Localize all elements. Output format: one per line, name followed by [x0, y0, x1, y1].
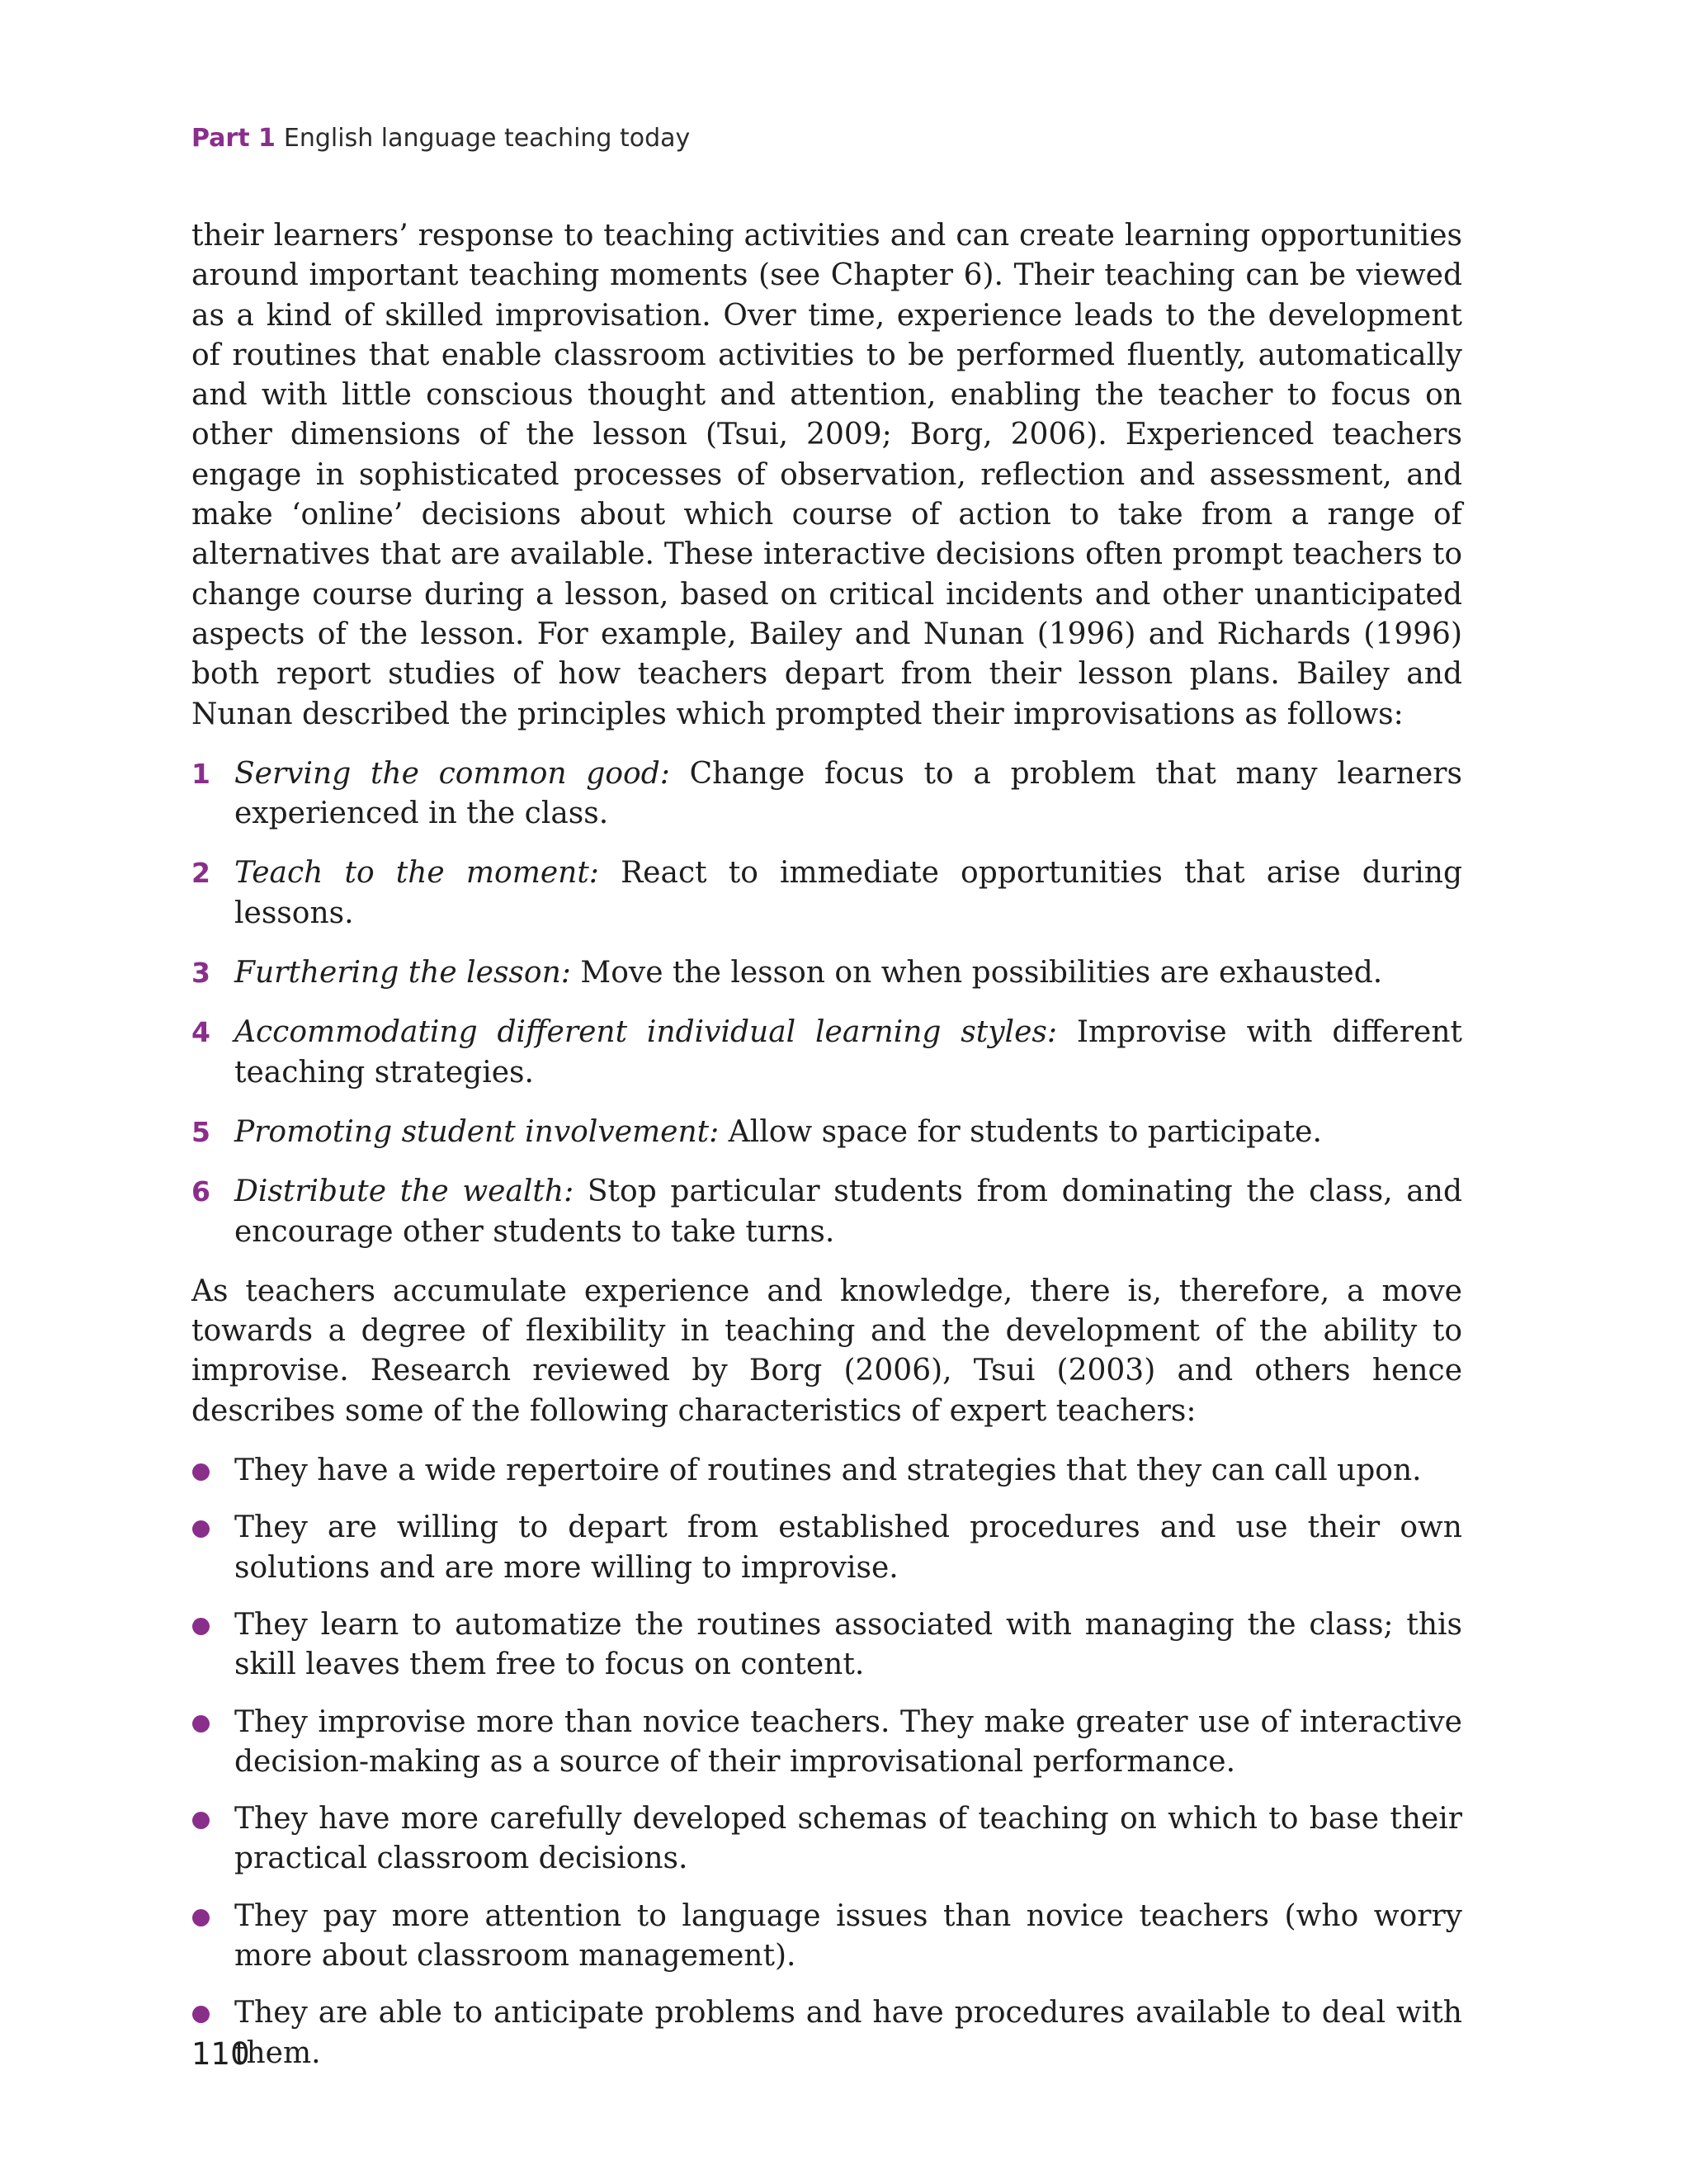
- bullet-icon: [192, 1812, 210, 1829]
- principle-term: Furthering the lesson:: [234, 956, 571, 990]
- list-item: [191, 953, 1462, 993]
- characteristics-list: [191, 1451, 1462, 2073]
- bullet-icon: [192, 1909, 210, 1926]
- bullet-icon: [192, 1520, 210, 1538]
- list-number: 6: [191, 1175, 210, 1208]
- list-item: [191, 1013, 1462, 1093]
- list-item: [191, 1993, 1462, 2073]
- list-item: [191, 1799, 1462, 1879]
- bullet-icon: [192, 1463, 210, 1481]
- bullet-icon: [192, 1618, 210, 1635]
- running-head-part: Part 1: [191, 124, 276, 153]
- running-head: [191, 124, 690, 153]
- page-number: 110: [191, 2036, 250, 2072]
- list-item: [191, 1172, 1462, 1252]
- principle-term: Accommodating different individual learning styles:: [234, 1015, 1057, 1050]
- principle-text: Stop particular students from dominating the class, and encourage other students to take turns.: [234, 1175, 1463, 1249]
- principle-term: Promoting student involvement:: [234, 1114, 720, 1149]
- principle-text: Allow space for students to participate.: [719, 1114, 1322, 1149]
- characteristic-text: They are able to anticipate problems and have procedures available to deal with them.: [234, 1996, 1462, 2070]
- principle-text: Move the lesson on when possibilities are exhausted.: [570, 956, 1383, 990]
- list-item: [191, 1703, 1462, 1783]
- characteristic-text: They are willing to depart from established procedures and use their own solutions and are more willing to improvise.: [234, 1510, 1462, 1585]
- list-number: 3: [191, 957, 210, 990]
- list-item: [191, 1113, 1462, 1152]
- list-number: 2: [191, 857, 210, 890]
- principle-text: React to immediate opportunities that arise during lessons.: [234, 856, 1462, 930]
- principle-term: Serving the common good:: [234, 756, 670, 791]
- list-item: [191, 1605, 1462, 1685]
- body-text: [191, 216, 1462, 2073]
- list-item: [191, 1508, 1462, 1588]
- characteristic-text: They pay more attention to language issues than novice teachers (who worry more about classroom management).: [234, 1898, 1462, 1973]
- bullet-icon: [192, 2006, 210, 2023]
- list-number: 1: [191, 757, 210, 790]
- principle-term: Distribute the wealth:: [234, 1175, 574, 1209]
- list-item: [191, 1451, 1462, 1491]
- principle-text: Change focus to a problem that many learners experienced in the class.: [234, 756, 1462, 831]
- characteristic-text: They have more carefully developed schemas of teaching on which to base their practical classroom decisions.: [234, 1802, 1462, 1876]
- characteristic-text: They improvise more than novice teachers. They make greater use of interactive decision-making as a source of their improvisational performance.: [234, 1704, 1462, 1779]
- paragraph-expert-teachers: As teachers accumulate experience and knowledge, there is, therefore, a move towards a degree of flexibility in teaching and the development of the ability to improvise. Research reviewed by Borg (2006), Tsui (2003) and others hence describes some of the following characteristics of expert teachers:: [191, 1274, 1462, 1428]
- paragraph-intro: their learners’ response to teaching activities and can create learning opportunities around important teaching moments (see Chapter 6). Their teaching can be viewed as a kind of skilled improvisation. Over time, experience leads to the development of routines that enable classroom activities to be performed fluently, automatically and with little conscious thought and attention, enabling the teacher to focus on other dimensions of the lesson (Tsui, 2009; Borg, 2006). Experienced teachers engage in sophisticated processes of observation, reflection and assessment, and make ‘online’ decisions about which course of action to take from a range of alternatives that are available. These interactive decisions often prompt teachers to change course during a lesson, based on critical incidents and other unanticipated aspects of the lesson. For example, Bailey and Nunan (1996) and Richards (1996) both report studies of how teachers depart from their lesson plans. Bailey and Nunan described the principles which prompted their improvisations as follows:: [191, 219, 1462, 731]
- principle-text: Improvise with different teaching strategies.: [234, 1015, 1462, 1090]
- list-number: 4: [191, 1016, 210, 1049]
- list-item: [191, 1897, 1462, 1977]
- running-head-title: English language teaching today: [283, 124, 691, 153]
- principle-term: Teach to the moment:: [234, 856, 599, 891]
- characteristic-text: They have a wide repertoire of routines and strategies that they can call upon.: [234, 1454, 1422, 1488]
- list-item: [191, 853, 1462, 934]
- list-item: [191, 754, 1462, 834]
- principles-list: [191, 754, 1462, 1252]
- list-number: 5: [191, 1115, 210, 1148]
- characteristic-text: They learn to automatize the routines associated with managing the class; this skill leaves them free to focus on content.: [234, 1607, 1462, 1682]
- bullet-icon: [192, 1715, 210, 1733]
